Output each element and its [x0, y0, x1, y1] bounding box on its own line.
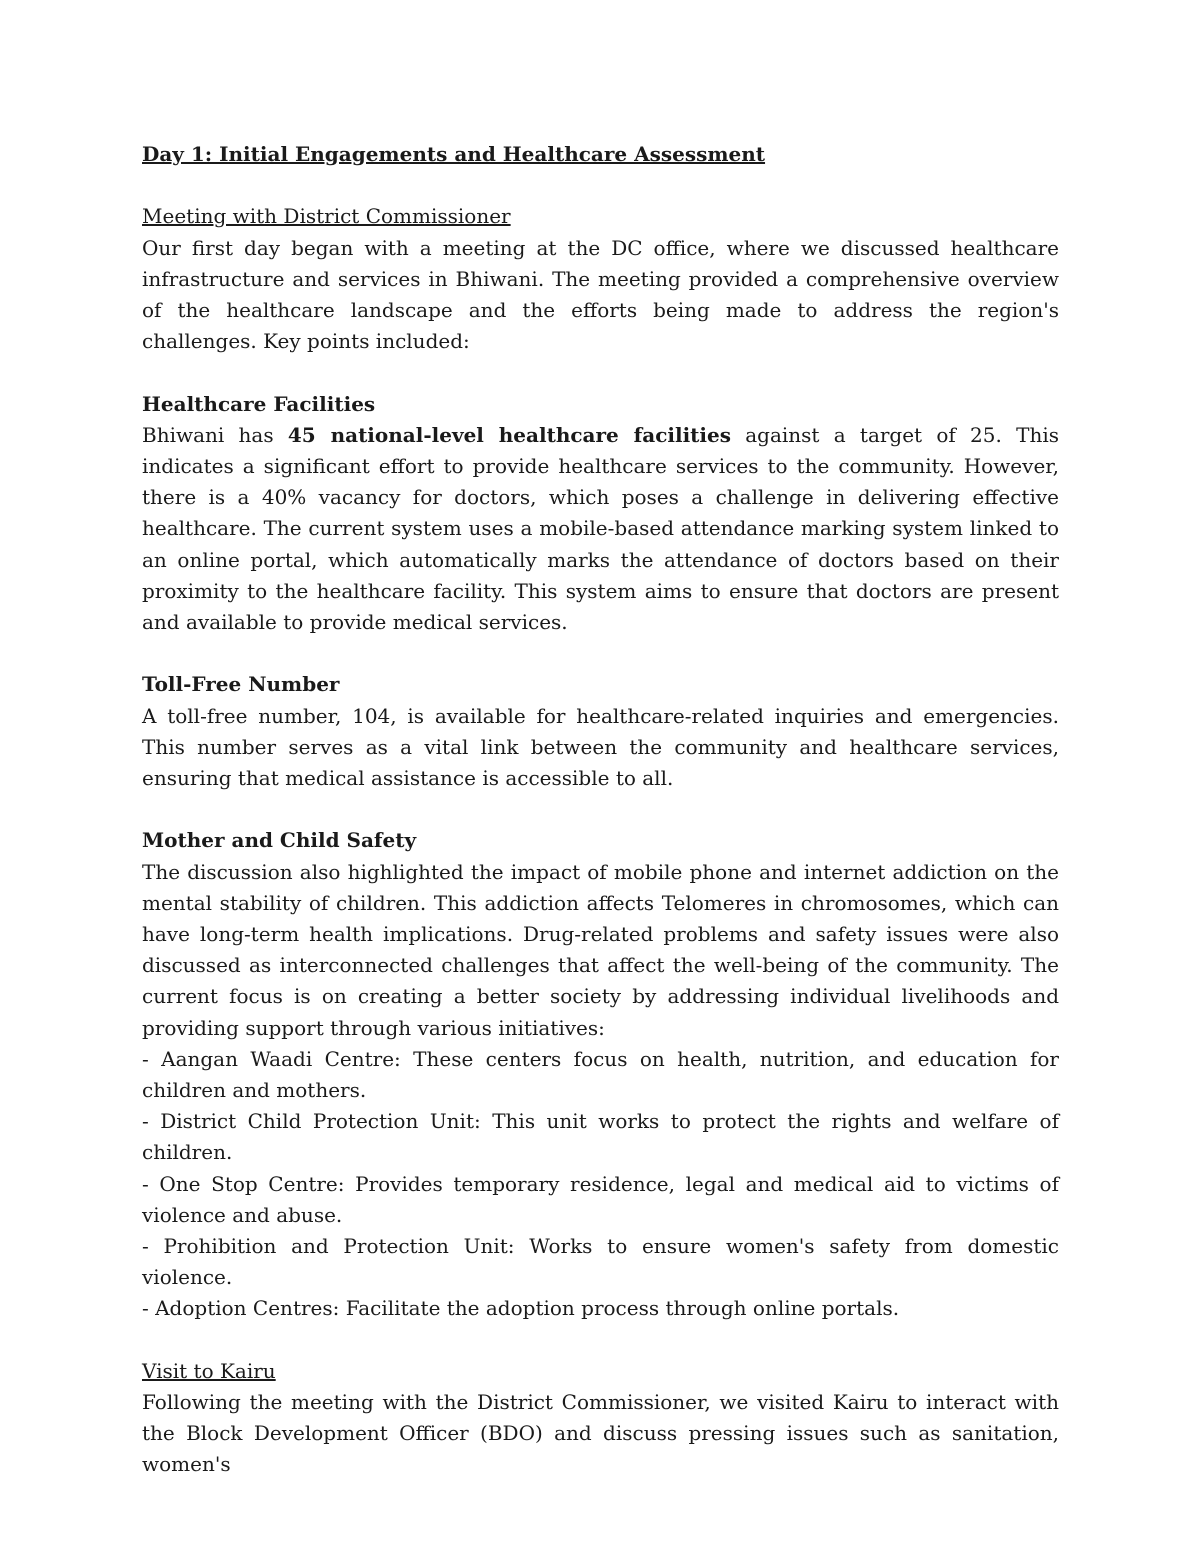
mother-child-paragraph: The discussion also highlighted the impact of mobile phone and internet addiction on the mental stability of children. This addiction affects Telomeres in chromosomes, which can have long-term health implications. Drug-related problems and safety issues were also discussed as interconnected challenges that affect the well-being of the community. The current focus is on creating a better society by addressing individual livelihoods and providing support through various initiatives: [142, 859, 1059, 1040]
dc-meeting-paragraph: Our first day began with a meeting at the DC office, where we discussed healthcare infrastructure and services in Bhiwani. The meeting provided a comprehensive overview of the healthcare landscape and the efforts being made to address the region's challenges. Key points included: [142, 235, 1059, 354]
spacer [142, 794, 1059, 825]
spacer [142, 170, 1059, 201]
dc-meeting-heading: Meeting with District Commissioner [142, 204, 511, 229]
facilities-bold-text: 45 national-level healthcare facilities [287, 422, 731, 447]
kairu-paragraph: Following the meeting with the District Commissioner, we visited Kairu to interact with the Block Development Officer (BDO) and discuss pressing issues such as sanitation, women's [142, 1390, 1059, 1477]
facilities-heading: Healthcare Facilities [142, 391, 376, 416]
facilities-text-before: Bhiwani has [142, 422, 288, 447]
list-item: - Adoption Centres: Facilitate the adoption process through online portals. [142, 1296, 900, 1321]
kairu-heading: Visit to Kairu [142, 1358, 276, 1383]
list-item: - District Child Protection Unit: This unit works to protect the rights and welfare of children. [142, 1109, 1059, 1165]
facilities-text-after: against a target of 25. This indicates a significant effort to provide healthcare services to the community. However, there is a 40% vacancy for doctors, which poses a challenge in delivering effective healthcare. The current system uses a mobile-based attendance marking system linked to an online portal, which automatically marks the attendance of doctors based on their proximity to the healthcare facility. This system aims to ensure that doctors are present and available to provide medical services. [142, 422, 1059, 635]
spacer [142, 1325, 1059, 1356]
list-item: - Aangan Waadi Centre: These centers focus on health, nutrition, and education for children and mothers. [142, 1046, 1059, 1103]
list-item: - Prohibition and Protection Unit: Works to ensure women's safety from domestic violence. [142, 1234, 1059, 1290]
mother-child-heading: Mother and Child Safety [142, 828, 417, 853]
page-title: Day 1: Initial Engagements and Healthcare Assessment [142, 142, 766, 166]
spacer [142, 638, 1059, 669]
list-item: - One Stop Centre: Provides temporary residence, legal and medical aid to victims of violence and abuse. [142, 1171, 1059, 1227]
tollfree-heading: Toll-Free Number [142, 672, 340, 697]
facilities-paragraph [142, 420, 1059, 638]
spacer [142, 357, 1059, 388]
document-page [142, 139, 1059, 1481]
tollfree-paragraph: A toll-free number, 104, is available for healthcare-related inquiries and emergencies. This number serves as a vital link between the community and healthcare services, ensuring that medical assistance is accessible to all. [142, 703, 1059, 791]
